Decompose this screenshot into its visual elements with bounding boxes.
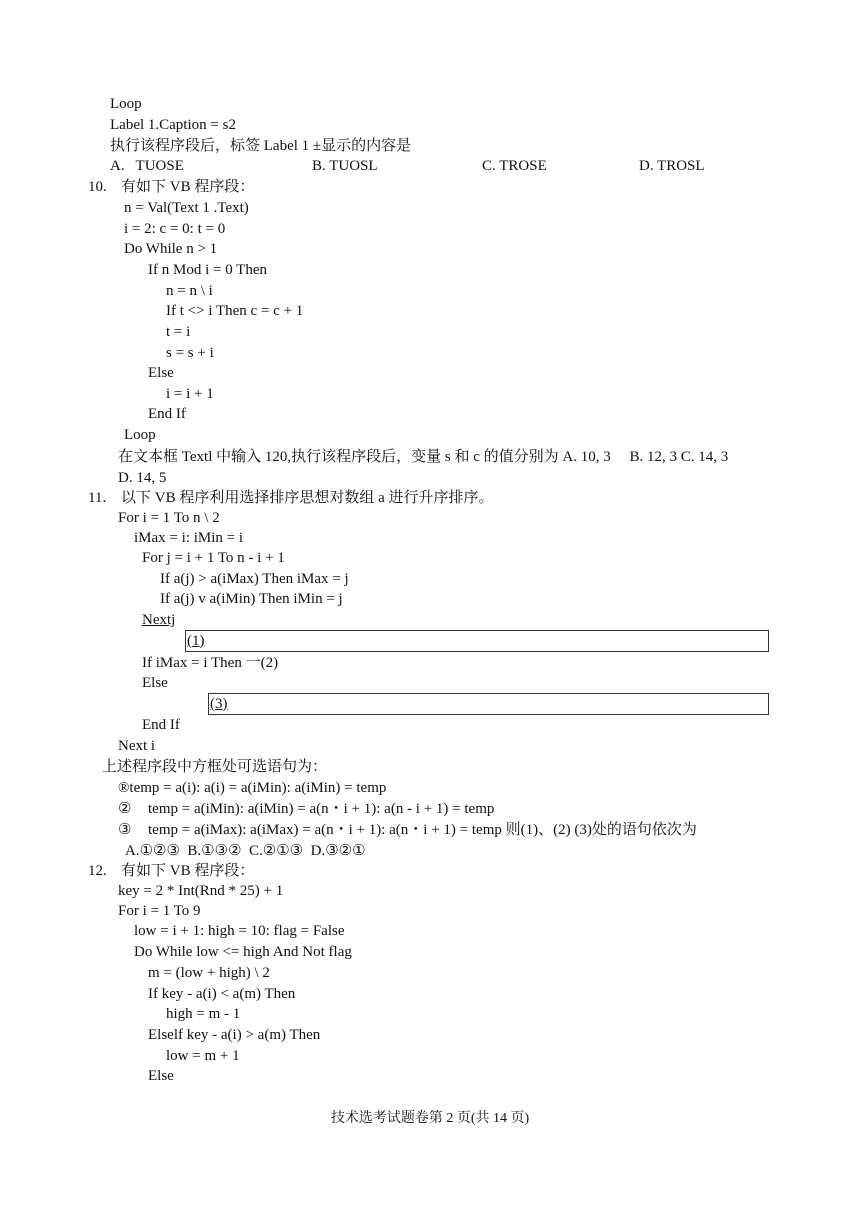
code-line: End If [148,406,186,422]
page-footer: 技术选考试题卷第 2 页(共 14 页) [330,1111,530,1126]
question-title: 有如下 VB 程序段： [121,863,255,879]
question-title: 以下 VB 程序利用选择排序思想对数组 a 进行升序排序。 [121,490,494,506]
question-number: 10. [88,179,107,195]
code-line: n = Val(Text 1 .Text) [124,200,249,216]
answer-box-1 [185,630,769,652]
code-line: t = i [166,324,191,340]
statement-3: temp = a(iMax): a(iMax) = a(n・i + 1): a(n・i + 1) = temp 则(1)、(2) (3)处的语句依次为 [148,822,697,838]
code-line: Else [148,365,174,381]
code-line: Elself key - a(i) > a(m) Then [148,1027,321,1043]
option-a: A. TUOSE [110,158,184,174]
code-line: Do While low <= high And Not flag [134,944,352,960]
code-line: Nextj [142,612,176,628]
code-line: high = m - 1 [166,1006,241,1022]
question-number: 12. [88,863,107,879]
statement-2: temp = a(iMin): a(iMin) = a(n・i + 1): a(n - i + 1) = temp [148,801,495,817]
question-text: 上述程序段中方框处可选语句为： [102,759,328,775]
code-line: i = 2: c = 0: t = 0 [124,221,226,237]
code-line: For i = 1 To 9 [118,903,201,919]
code-line: low = i + 1: high = 10: flag = False [134,923,345,939]
code-line: m = (low + high) \ 2 [148,965,270,981]
code-line: Do While n > 1 [124,241,218,257]
code-line: For j = i + 1 To n - i + 1 [142,550,285,566]
code-line: key = 2 * Int(Rnd * 25) + 1 [118,883,284,899]
code-line: If n Mod i = 0 Then [148,262,268,278]
code-line: End If [142,717,180,733]
code-line: Else [142,675,168,691]
option-b: B. TUOSL [312,158,378,174]
question-number: 11. [88,490,107,506]
answer-box-1-label: (1) [187,633,205,649]
options: A.①②③ B.①③② C.②①③ D.③②① [125,843,366,859]
answer-box-3 [208,693,769,715]
statement-1: ®temp = a(i): a(i) = a(iMin): a(iMin) = temp [118,780,387,796]
code-line: If a(j) v a(iMin) Then iMin = j [160,591,343,607]
statement-2-mark: ② [118,801,132,817]
answer-box-3-label: (3) [210,696,228,712]
code-line: Loop [124,427,156,443]
code-line: If t <> i Then c = c + 1 [166,303,304,319]
option-d: D. TROSL [639,158,705,174]
code-line: iMax = i: iMin = i [134,530,244,546]
code-line: s = s + i [166,345,214,361]
code-line: Label 1.Caption = s2 [110,117,236,133]
code-line: Next i [118,738,156,754]
code-line: low = m + 1 [166,1048,240,1064]
question-text: D. 14, 5 [118,470,167,486]
code-line: For i = 1 To n \ 2 [118,510,220,526]
question-text: 执行该程序段后，标签 Label 1 ±显示的内容是 [110,138,412,154]
option-c: C. TROSE [482,158,547,174]
code-line: If iMax = i Then 一(2) [142,655,279,671]
statement-3-mark: ③ [118,822,132,838]
code-line: If a(j) > a(iMax) Then iMax = j [160,571,349,587]
code-line: n = n \ i [166,283,213,299]
question-text: 在文本框 Textl 中输入 120,执行该程序段后，变量 s 和 c 的值分别为 A. 10, 3 B. 12, 3 C. 14, 3 [118,449,729,465]
code-line: Else [148,1068,174,1084]
question-title: 有如下 VB 程序段： [121,179,255,195]
code-line: If key - a(i) < a(m) Then [148,986,296,1002]
code-line: Loop [110,96,142,112]
code-line: i = i + 1 [166,386,214,402]
